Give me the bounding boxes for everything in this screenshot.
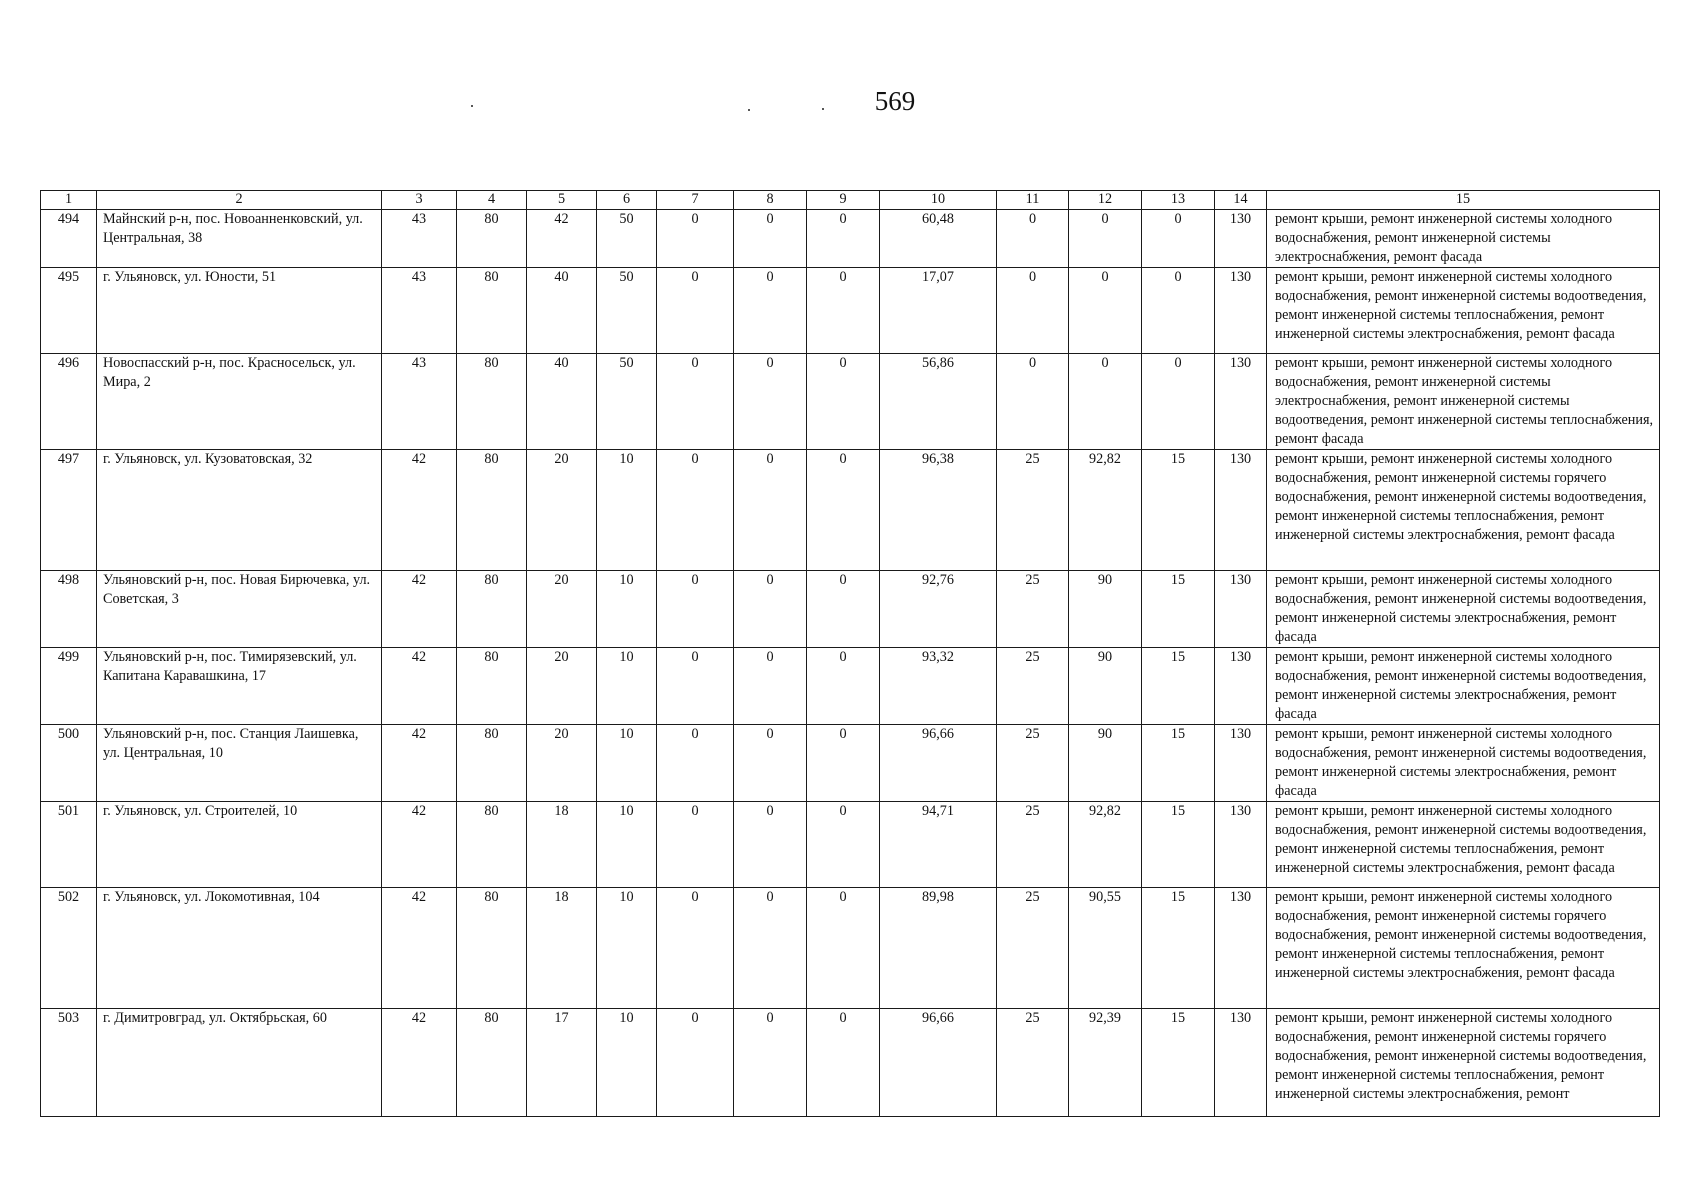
column-number-15: 15 xyxy=(1267,191,1660,210)
col-3-cell: 42 xyxy=(382,648,457,725)
col-5-cell: 20 xyxy=(527,648,597,725)
address-cell: г. Ульяновск, ул. Кузоватовская, 32 xyxy=(97,450,382,571)
col-11-cell: 25 xyxy=(997,571,1069,648)
column-number-8: 8 xyxy=(734,191,807,210)
col-10-cell: 94,71 xyxy=(880,802,997,888)
col-9-cell: 0 xyxy=(807,802,880,888)
col-4-cell: 80 xyxy=(457,450,527,571)
work-types-cell: ремонт крыши, ремонт инженерной системы холодного водоснабжения, ремонт инженерной системы электроснабжения, ремонт фасада xyxy=(1267,210,1660,268)
col-14-cell: 130 xyxy=(1215,268,1267,354)
col-7-cell: 0 xyxy=(657,571,734,648)
col-4-cell: 80 xyxy=(457,210,527,268)
col-11-cell: 25 xyxy=(997,648,1069,725)
row-number-cell: 500 xyxy=(41,725,97,802)
col-7-cell: 0 xyxy=(657,648,734,725)
row-number-cell: 503 xyxy=(41,1009,97,1117)
col-11-cell: 25 xyxy=(997,802,1069,888)
col-14-cell: 130 xyxy=(1215,450,1267,571)
col-13-cell: 15 xyxy=(1142,802,1215,888)
address-cell: г. Ульяновск, ул. Строителей, 10 xyxy=(97,802,382,888)
work-types-cell: ремонт крыши, ремонт инженерной системы холодного водоснабжения, ремонт инженерной системы горячего водоснабжения, ремонт инженерной системы водоотведения, ремонт инженерной системы теплоснабжения, ремонт инженерной системы электроснабжения, ремонт фасада xyxy=(1267,450,1660,571)
work-types-cell: ремонт крыши, ремонт инженерной системы холодного водоснабжения, ремонт инженерной системы водоотведения, ремонт инженерной системы теплоснабжения, ремонт инженерной системы электроснабжения, ремонт фасада xyxy=(1267,802,1660,888)
work-types-cell: ремонт крыши, ремонт инженерной системы холодного водоснабжения, ремонт инженерной системы водоотведения, ремонт инженерной системы электроснабжения, ремонт фасада xyxy=(1267,725,1660,802)
col-9-cell: 0 xyxy=(807,450,880,571)
repair-register-table xyxy=(40,190,1660,1117)
table-row xyxy=(41,1009,1660,1117)
scan-speck xyxy=(748,109,750,111)
column-number-12: 12 xyxy=(1069,191,1142,210)
col-8-cell: 0 xyxy=(734,210,807,268)
col-9-cell: 0 xyxy=(807,354,880,450)
column-number-7: 7 xyxy=(657,191,734,210)
col-7-cell: 0 xyxy=(657,725,734,802)
col-5-cell: 20 xyxy=(527,571,597,648)
column-number-5: 5 xyxy=(527,191,597,210)
col-5-cell: 18 xyxy=(527,802,597,888)
row-number-cell: 501 xyxy=(41,802,97,888)
col-4-cell: 80 xyxy=(457,802,527,888)
col-3-cell: 42 xyxy=(382,802,457,888)
col-9-cell: 0 xyxy=(807,725,880,802)
scan-speck xyxy=(471,105,473,107)
col-7-cell: 0 xyxy=(657,268,734,354)
col-6-cell: 10 xyxy=(597,648,657,725)
column-number-13: 13 xyxy=(1142,191,1215,210)
col-9-cell: 0 xyxy=(807,1009,880,1117)
col-8-cell: 0 xyxy=(734,571,807,648)
row-number-cell: 497 xyxy=(41,450,97,571)
col-3-cell: 42 xyxy=(382,450,457,571)
column-number-3: 3 xyxy=(382,191,457,210)
col-14-cell: 130 xyxy=(1215,725,1267,802)
col-7-cell: 0 xyxy=(657,1009,734,1117)
col-10-cell: 92,76 xyxy=(880,571,997,648)
work-types-cell: ремонт крыши, ремонт инженерной системы холодного водоснабжения, ремонт инженерной системы горячего водоснабжения, ремонт инженерной системы водоотведения, ремонт инженерной системы теплоснабжения, ремонт инженерной системы электроснабжения, ремонт xyxy=(1267,1009,1660,1117)
row-number-cell: 498 xyxy=(41,571,97,648)
col-6-cell: 50 xyxy=(597,210,657,268)
col-13-cell: 0 xyxy=(1142,354,1215,450)
col-12-cell: 90,55 xyxy=(1069,888,1142,1009)
address-cell: г. Ульяновск, ул. Локомотивная, 104 xyxy=(97,888,382,1009)
row-number-cell: 494 xyxy=(41,210,97,268)
col-11-cell: 0 xyxy=(997,268,1069,354)
col-5-cell: 20 xyxy=(527,725,597,802)
col-8-cell: 0 xyxy=(734,725,807,802)
scan-speck xyxy=(822,108,824,110)
col-12-cell: 90 xyxy=(1069,725,1142,802)
col-14-cell: 130 xyxy=(1215,888,1267,1009)
col-8-cell: 0 xyxy=(734,268,807,354)
col-5-cell: 17 xyxy=(527,1009,597,1117)
col-12-cell: 90 xyxy=(1069,571,1142,648)
address-cell: Ульяновский р-н, пос. Станция Лаишевка, ул. Центральная, 10 xyxy=(97,725,382,802)
col-5-cell: 40 xyxy=(527,268,597,354)
col-3-cell: 42 xyxy=(382,1009,457,1117)
column-number-9: 9 xyxy=(807,191,880,210)
col-3-cell: 42 xyxy=(382,888,457,1009)
col-5-cell: 40 xyxy=(527,354,597,450)
col-13-cell: 15 xyxy=(1142,888,1215,1009)
col-3-cell: 43 xyxy=(382,210,457,268)
col-12-cell: 90 xyxy=(1069,648,1142,725)
table-row xyxy=(41,210,1660,268)
col-13-cell: 15 xyxy=(1142,725,1215,802)
col-4-cell: 80 xyxy=(457,268,527,354)
col-4-cell: 80 xyxy=(457,571,527,648)
col-3-cell: 43 xyxy=(382,268,457,354)
col-11-cell: 25 xyxy=(997,1009,1069,1117)
col-6-cell: 50 xyxy=(597,268,657,354)
col-3-cell: 43 xyxy=(382,354,457,450)
col-14-cell: 130 xyxy=(1215,354,1267,450)
column-number-4: 4 xyxy=(457,191,527,210)
column-number-11: 11 xyxy=(997,191,1069,210)
column-number-10: 10 xyxy=(880,191,997,210)
col-6-cell: 10 xyxy=(597,450,657,571)
col-12-cell: 0 xyxy=(1069,268,1142,354)
col-11-cell: 25 xyxy=(997,450,1069,571)
row-number-cell: 496 xyxy=(41,354,97,450)
col-6-cell: 10 xyxy=(597,725,657,802)
col-7-cell: 0 xyxy=(657,450,734,571)
col-4-cell: 80 xyxy=(457,354,527,450)
row-number-cell: 499 xyxy=(41,648,97,725)
col-8-cell: 0 xyxy=(734,1009,807,1117)
work-types-cell: ремонт крыши, ремонт инженерной системы холодного водоснабжения, ремонт инженерной системы горячего водоснабжения, ремонт инженерной системы водоотведения, ремонт инженерной системы теплоснабжения, ремонт инженерной системы электроснабжения, ремонт фасада xyxy=(1267,888,1660,1009)
col-7-cell: 0 xyxy=(657,354,734,450)
col-8-cell: 0 xyxy=(734,354,807,450)
col-6-cell: 10 xyxy=(597,888,657,1009)
col-8-cell: 0 xyxy=(734,648,807,725)
col-10-cell: 17,07 xyxy=(880,268,997,354)
address-cell: Новоспасский р-н, пос. Красносельск, ул. Мира, 2 xyxy=(97,354,382,450)
col-12-cell: 92,39 xyxy=(1069,1009,1142,1117)
col-11-cell: 0 xyxy=(997,354,1069,450)
column-number-6: 6 xyxy=(597,191,657,210)
table-row xyxy=(41,648,1660,725)
col-3-cell: 42 xyxy=(382,725,457,802)
col-13-cell: 15 xyxy=(1142,648,1215,725)
address-cell: Ульяновский р-н, пос. Тимирязевский, ул. Капитана Каравашкина, 17 xyxy=(97,648,382,725)
row-number-cell: 502 xyxy=(41,888,97,1009)
col-3-cell: 42 xyxy=(382,571,457,648)
col-11-cell: 0 xyxy=(997,210,1069,268)
col-5-cell: 20 xyxy=(527,450,597,571)
address-cell: Ульяновский р-н, пос. Новая Бирючевка, ул. Советская, 3 xyxy=(97,571,382,648)
col-12-cell: 0 xyxy=(1069,354,1142,450)
work-types-cell: ремонт крыши, ремонт инженерной системы холодного водоснабжения, ремонт инженерной системы водоотведения, ремонт инженерной системы электроснабжения, ремонт фасада xyxy=(1267,571,1660,648)
col-14-cell: 130 xyxy=(1215,210,1267,268)
column-number-14: 14 xyxy=(1215,191,1267,210)
col-10-cell: 56,86 xyxy=(880,354,997,450)
column-number-1: 1 xyxy=(41,191,97,210)
col-8-cell: 0 xyxy=(734,888,807,1009)
col-6-cell: 10 xyxy=(597,1009,657,1117)
col-10-cell: 89,98 xyxy=(880,888,997,1009)
col-14-cell: 130 xyxy=(1215,648,1267,725)
col-7-cell: 0 xyxy=(657,210,734,268)
col-5-cell: 18 xyxy=(527,888,597,1009)
col-9-cell: 0 xyxy=(807,888,880,1009)
col-14-cell: 130 xyxy=(1215,571,1267,648)
col-6-cell: 50 xyxy=(597,354,657,450)
table-row xyxy=(41,802,1660,888)
col-13-cell: 15 xyxy=(1142,1009,1215,1117)
work-types-cell: ремонт крыши, ремонт инженерной системы холодного водоснабжения, ремонт инженерной системы электроснабжения, ремонт инженерной системы водоотведения, ремонт инженерной системы теплоснабжения, ремонт фасада xyxy=(1267,354,1660,450)
col-4-cell: 80 xyxy=(457,1009,527,1117)
table-row xyxy=(41,888,1660,1009)
col-12-cell: 0 xyxy=(1069,210,1142,268)
col-6-cell: 10 xyxy=(597,571,657,648)
table-row xyxy=(41,725,1660,802)
col-10-cell: 96,66 xyxy=(880,1009,997,1117)
row-number-cell: 495 xyxy=(41,268,97,354)
col-9-cell: 0 xyxy=(807,648,880,725)
col-13-cell: 15 xyxy=(1142,571,1215,648)
col-13-cell: 0 xyxy=(1142,210,1215,268)
col-8-cell: 0 xyxy=(734,450,807,571)
col-13-cell: 0 xyxy=(1142,268,1215,354)
col-11-cell: 25 xyxy=(997,888,1069,1009)
col-10-cell: 60,48 xyxy=(880,210,997,268)
page-number: 569 xyxy=(874,86,916,116)
col-6-cell: 10 xyxy=(597,802,657,888)
address-cell: г. Ульяновск, ул. Юности, 51 xyxy=(97,268,382,354)
column-number-2: 2 xyxy=(97,191,382,210)
col-4-cell: 80 xyxy=(457,648,527,725)
col-12-cell: 92,82 xyxy=(1069,802,1142,888)
table-row xyxy=(41,354,1660,450)
col-10-cell: 93,32 xyxy=(880,648,997,725)
col-7-cell: 0 xyxy=(657,802,734,888)
col-9-cell: 0 xyxy=(807,210,880,268)
col-9-cell: 0 xyxy=(807,571,880,648)
col-5-cell: 42 xyxy=(527,210,597,268)
table-row xyxy=(41,268,1660,354)
col-4-cell: 80 xyxy=(457,725,527,802)
work-types-cell: ремонт крыши, ремонт инженерной системы холодного водоснабжения, ремонт инженерной системы водоотведения, ремонт инженерной системы теплоснабжения, ремонт инженерной системы электроснабжения, ремонт фасада xyxy=(1267,268,1660,354)
table-row xyxy=(41,450,1660,571)
col-11-cell: 25 xyxy=(997,725,1069,802)
col-9-cell: 0 xyxy=(807,268,880,354)
work-types-cell: ремонт крыши, ремонт инженерной системы холодного водоснабжения, ремонт инженерной системы водоотведения, ремонт инженерной системы электроснабжения, ремонт фасада xyxy=(1267,648,1660,725)
address-cell: г. Димитровград, ул. Октябрьская, 60 xyxy=(97,1009,382,1117)
col-14-cell: 130 xyxy=(1215,1009,1267,1117)
col-12-cell: 92,82 xyxy=(1069,450,1142,571)
col-7-cell: 0 xyxy=(657,888,734,1009)
col-10-cell: 96,66 xyxy=(880,725,997,802)
col-14-cell: 130 xyxy=(1215,802,1267,888)
column-number-row xyxy=(41,191,1660,210)
address-cell: Майнский р-н, пос. Новоанненковский, ул. Центральная, 38 xyxy=(97,210,382,268)
col-13-cell: 15 xyxy=(1142,450,1215,571)
col-8-cell: 0 xyxy=(734,802,807,888)
col-4-cell: 80 xyxy=(457,888,527,1009)
col-10-cell: 96,38 xyxy=(880,450,997,571)
table-row xyxy=(41,571,1660,648)
